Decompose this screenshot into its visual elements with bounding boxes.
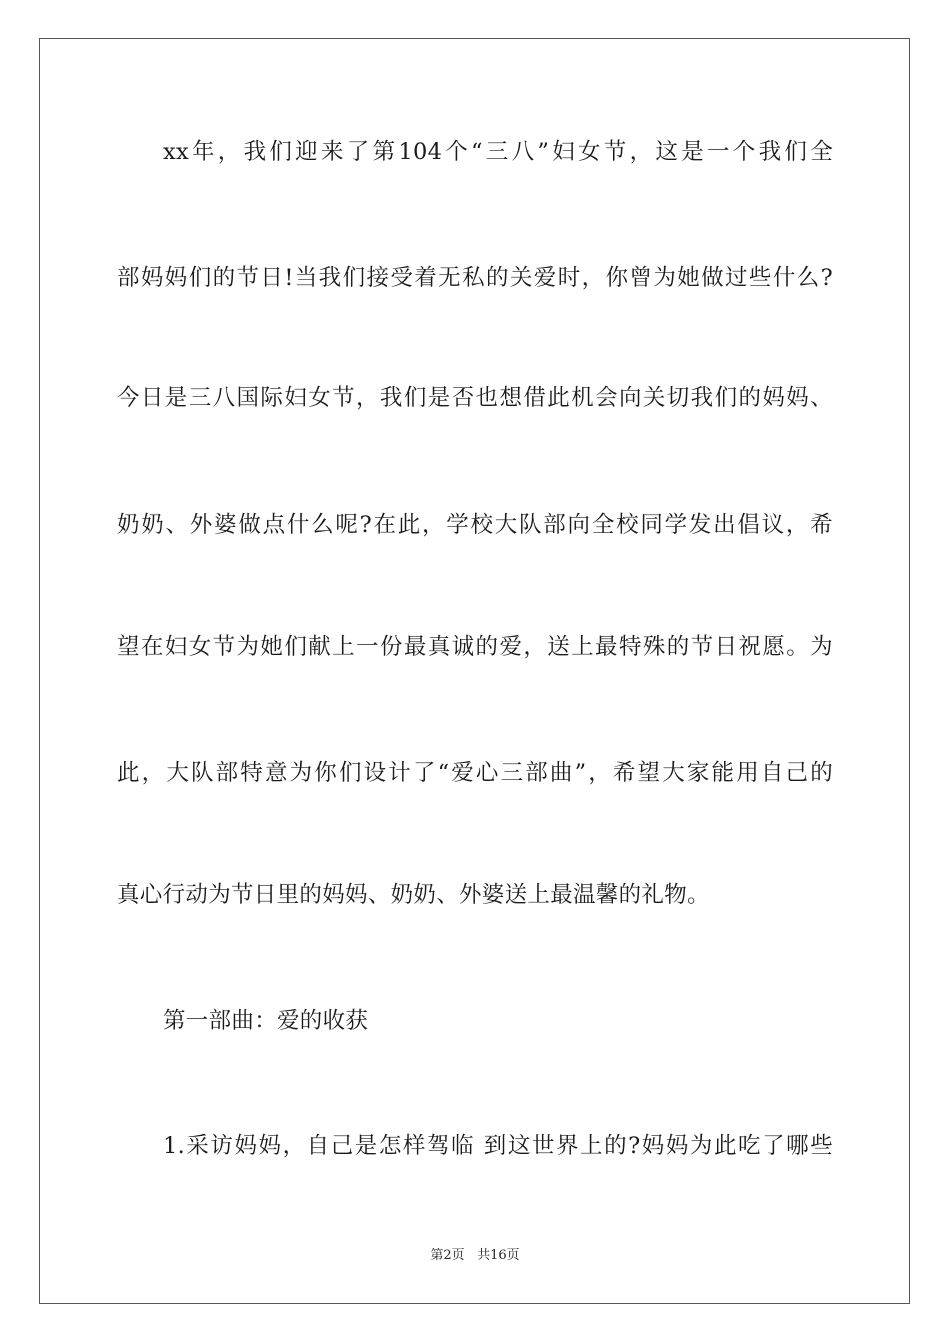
body-text-line-5: 望在妇女节为她们献上一份最真诚的爱，送上最特殊的节日祝愿。为 — [117, 634, 833, 660]
body-text-line-2: 部妈妈们的节日!当我们接受着无私的关爱时，你曾为她做过些什么? — [117, 265, 833, 291]
page-footer — [0, 1247, 950, 1265]
body-text-line-6: 此，大队部特意为你们设计了“爱心三部曲”，希望大家能用自己的 — [117, 760, 833, 786]
body-text-line-3: 今日是三八国际妇女节，我们是否也想借此机会向关切我们的妈妈、 — [117, 385, 833, 411]
body-text-line-7: 真心行动为节日里的妈妈、奶奶、外婆送上最温馨的礼物。 — [117, 882, 710, 908]
page-total: 共16页 — [477, 1248, 520, 1263]
page-number: 第2页 — [430, 1248, 465, 1263]
body-text-line-4: 奶奶、外婆做点什么呢?在此，学校大队部向全校同学发出倡议，希 — [117, 512, 833, 538]
body-text-line-1: xx年，我们迎来了第104个“三八”妇女节，这是一个我们全 — [163, 139, 833, 165]
body-text-line-9: 1.采访妈妈，自己是怎样驾临 到这世界上的?妈妈为此吃了哪些 — [163, 1133, 833, 1159]
section-heading: 第一部曲：爱的收获 — [163, 1008, 369, 1034]
page-border — [39, 38, 910, 1304]
